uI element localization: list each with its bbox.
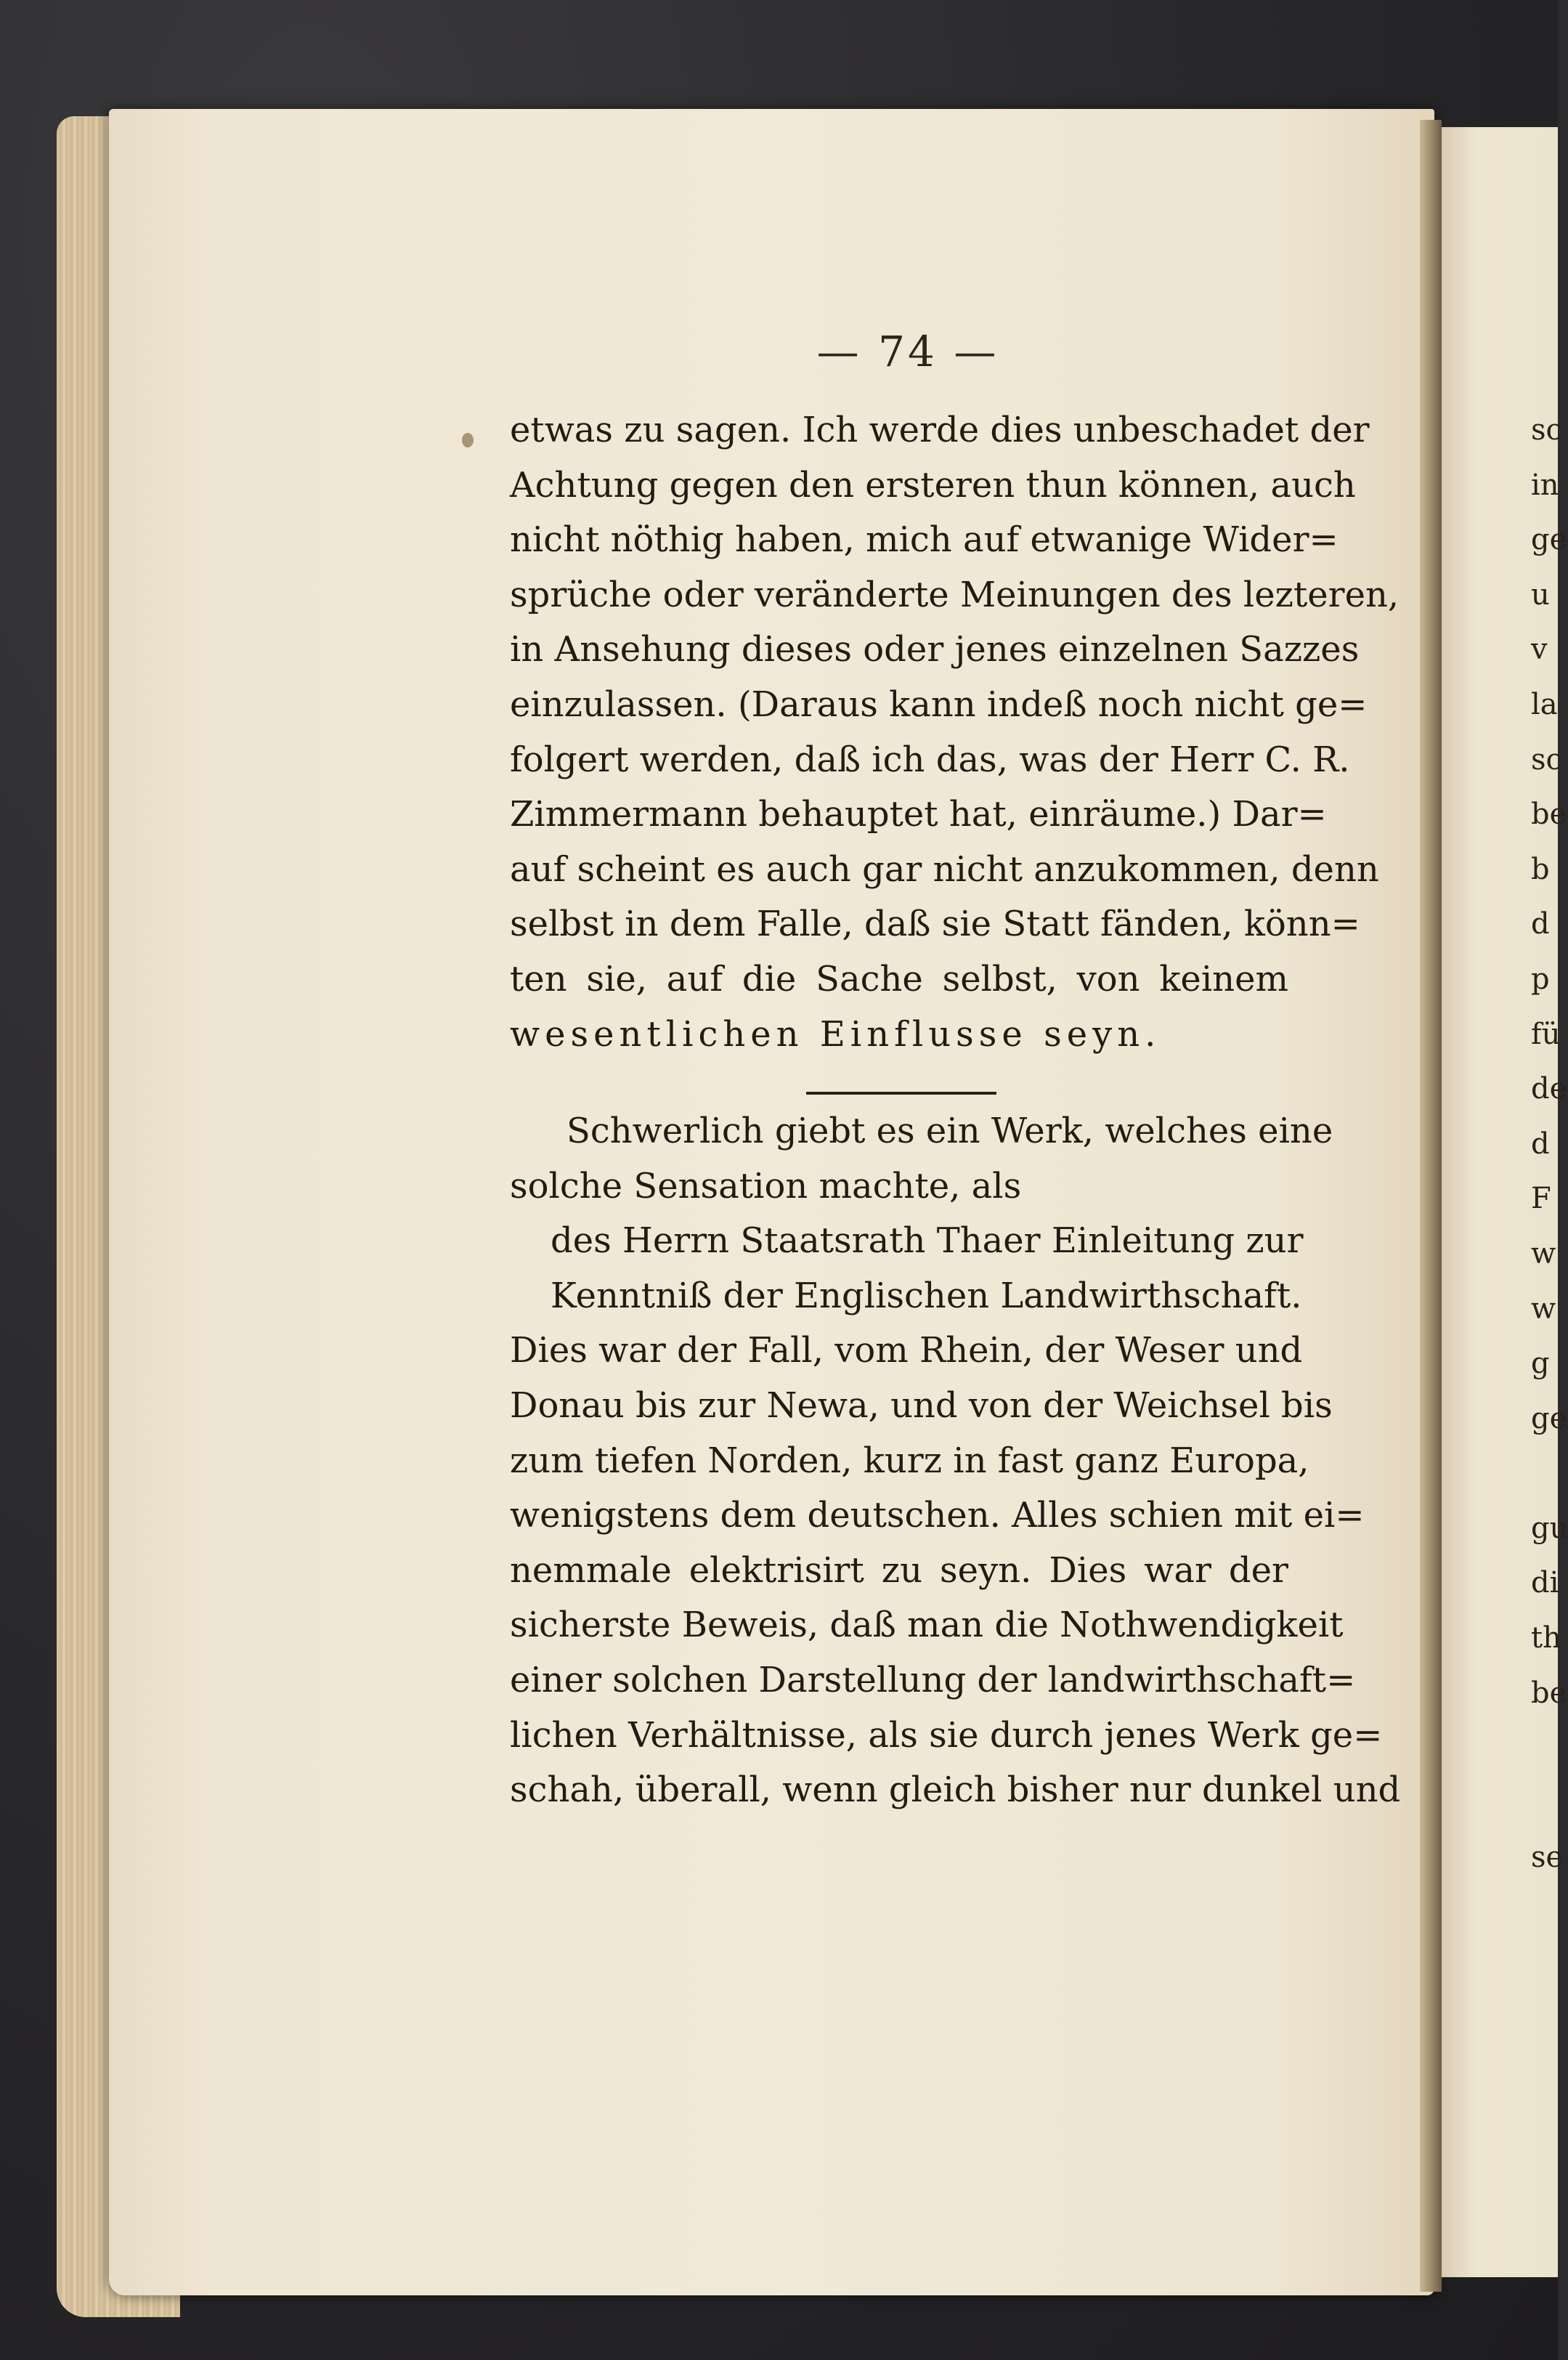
facing-page-fragment: de: [1531, 1072, 1567, 1106]
text-line: einer solchen Darstellung der landwirthschaft=: [510, 1659, 1356, 1700]
text-line: nemmale elektrisirt zu seyn. Dies war der: [510, 1549, 1288, 1591]
facing-page-fragment: gu: [1531, 1511, 1568, 1545]
text-line: Achtung gegen den ersteren thun können, auch: [510, 464, 1356, 506]
facing-page-fragment: se: [1531, 1841, 1564, 1875]
text-line: sicherste Beweis, daß man die Nothwendigkeit: [510, 1605, 1344, 1646]
facing-page-fragment: la: [1531, 687, 1558, 721]
facing-page-fragment: [1531, 1446, 1560, 1501]
paragraph-1: [510, 403, 1400, 1062]
text-line: Dies war der Fall, vom Rhein, der Weser und: [510, 1330, 1303, 1371]
text-line: schah, überall, wenn gleich bisher nur dunkel und: [510, 1769, 1401, 1811]
text-line: Schwerlich giebt es ein Werk, welches eine: [566, 1111, 1333, 1151]
text-line: solche Sensation machte, als: [510, 1165, 1022, 1207]
facing-page-fragment: u: [1531, 577, 1550, 612]
title-line: des Herrn Staatsrath Thaer Einleitung zur: [551, 1220, 1304, 1262]
text-line: zum tiefen Norden, kurz in fast ganz Europa,: [510, 1440, 1309, 1481]
text-line: ten sie, auf die Sache selbst, von keinem: [510, 958, 1288, 999]
facing-page-fragment: g: [1531, 1347, 1550, 1381]
ink-spot: [462, 433, 474, 447]
facing-page-fragment: di: [1531, 1566, 1559, 1600]
text-line: etwas zu sagen. Ich werde dies unbeschadet der: [510, 410, 1370, 450]
facing-page-fragment: [1531, 1776, 1560, 1831]
text-line: lichen Verhältnisse, als sie durch jenes Werk ge=: [510, 1714, 1383, 1756]
facing-page-fragment: d: [1531, 1127, 1550, 1161]
facing-page-fragment: sc: [1531, 742, 1562, 776]
facing-page-fragment: in: [1531, 468, 1559, 502]
page-number: — 74 —: [816, 327, 999, 376]
facing-page-fragment: fü: [1531, 1017, 1561, 1051]
facing-page-fragment: [1531, 1721, 1560, 1776]
facing-page-fragment: sc: [1531, 413, 1562, 447]
text-line: einzulassen. (Daraus kann indeß noch nicht ge=: [510, 684, 1368, 725]
text-line: nicht nöthig haben, mich auf etwanige Wider=: [510, 519, 1339, 561]
text-line: Donau bis zur Newa, und von der Weichsel bis: [510, 1384, 1333, 1426]
text-line: in Ansehung dieses oder jenes einzelnen Sazzes: [510, 629, 1360, 670]
facing-page-fragment: p: [1531, 962, 1550, 996]
facing-page-fragment: v: [1531, 633, 1548, 667]
section-divider: [806, 1092, 996, 1095]
facing-page-fragment: ge: [1531, 1401, 1567, 1435]
facing-page-fragment: w: [1531, 1236, 1556, 1270]
facing-page-fragment: d: [1531, 907, 1550, 941]
text-line: sprüche oder veränderte Meinungen des lezteren,: [510, 574, 1400, 615]
text-line: folgert werden, daß ich das, was der Herr C. R.: [510, 739, 1350, 780]
facing-page-fragment: ge: [1531, 523, 1567, 557]
text-line: Zimmermann behauptet hat, einräume.) Dar=: [510, 794, 1327, 835]
title-line: Kenntniß der Englischen Landwirthschaft.: [551, 1275, 1302, 1316]
facing-page-fragment: w: [1531, 1291, 1556, 1326]
text-line: wenigstens dem deutschen. Alles schien mit ei=: [510, 1495, 1365, 1536]
text-line: auf scheint es auch gar nicht anzukommen, denn: [510, 848, 1379, 890]
facing-page-text: [1531, 403, 1568, 1886]
book-gutter: [1420, 120, 1442, 2292]
facing-page-fragment: be: [1531, 798, 1567, 832]
facing-page-fragment: b: [1531, 852, 1550, 886]
facing-page-fragment: th: [1531, 1621, 1561, 1655]
facing-page-fragment: F: [1531, 1182, 1551, 1216]
paragraph-2: [510, 1104, 1401, 1818]
text-line: selbst in dem Falle, daß sie Statt fänden, könn=: [510, 904, 1360, 945]
facing-page-fragment: be: [1531, 1676, 1567, 1710]
text-line: wesentlichen Einflusse seyn.: [510, 1013, 1161, 1055]
